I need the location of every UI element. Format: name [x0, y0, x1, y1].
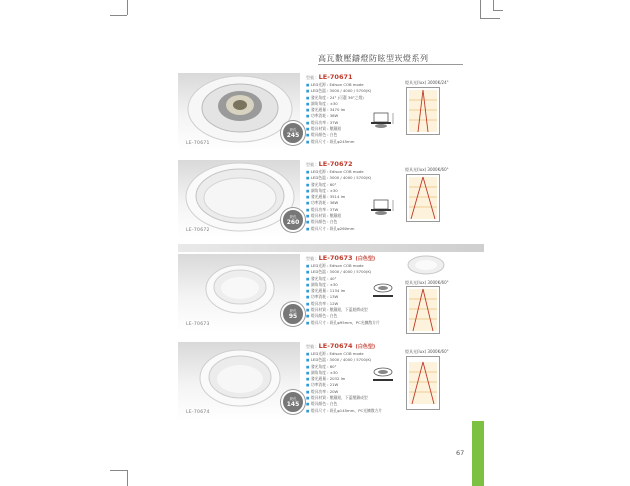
- installation-diagram: [370, 109, 400, 131]
- light-distribution-label: 燈具光(lux) 3000K/60°: [405, 349, 449, 354]
- photo-code: LE-70674: [186, 410, 210, 415]
- spec-item: ■ 燈具功率 : 37W: [306, 207, 406, 213]
- cutout-size-badge: [281, 121, 305, 145]
- product-photo: [178, 342, 300, 420]
- product-photo: [178, 160, 300, 238]
- light-distribution-chart: [406, 356, 440, 410]
- spec-item: ■ 燈具顏色 : 白色: [306, 313, 406, 319]
- light-distribution-chart: [406, 174, 440, 222]
- installation-diagram: [370, 280, 400, 302]
- light-distribution-label: 燈具光(lux) 3000K/60°: [405, 167, 449, 172]
- spec-item: ■ 燈具材質 : 壓鑄鋁: [306, 126, 406, 132]
- downlight-image: [178, 160, 300, 238]
- installation-diagram: [370, 196, 400, 218]
- cutout-size-badge: [281, 390, 305, 414]
- spec-item: ■ 發光角度 : 40°: [306, 276, 406, 282]
- downlight-image: [178, 254, 300, 332]
- model-line: [306, 160, 406, 169]
- badge-unit: 崁孔: [289, 308, 297, 313]
- spec-item: ■ 調角角度 : ±30: [306, 101, 406, 107]
- model-prefix: 型號 :: [306, 344, 317, 349]
- light-distribution-chart: [406, 286, 440, 334]
- model-note: (白色型): [355, 256, 376, 262]
- spec-item: ■ 燈具材質 : 壓鑄鋁，下蓋壓鑄成型: [306, 395, 406, 401]
- light-distribution-label: 燈具光(lux) 3000K/24°: [405, 80, 449, 85]
- product-thumbnail: [406, 254, 446, 276]
- title-divider: [318, 64, 463, 65]
- photo-code: LE-70672: [186, 228, 210, 233]
- spec-item: ■ 燈具尺寸 : 崁孔φ95mm，PC光擴散方片: [306, 320, 406, 326]
- spec-item: ■ 燈具顏色 : 白色: [306, 401, 406, 407]
- page-number: 67: [456, 449, 465, 457]
- crop-mark: [493, 10, 503, 11]
- spec-item: ■ LED色溫 : 3000 / 4000 / 5700(K): [306, 88, 406, 94]
- spec-item: ■ 燈具材質 : 壓鑄鋁: [306, 213, 406, 219]
- spec-item: ■ LED光源 : Edison COB mode: [306, 351, 406, 357]
- product-row: [178, 160, 460, 244]
- model-number: LE-70673: [318, 254, 353, 262]
- installation-diagram: [370, 364, 400, 386]
- spec-item: ■ 燈具尺寸 : 崁孔φ260mm: [306, 226, 406, 232]
- product-row: [178, 254, 460, 338]
- spec-item: ■ 發光角度 : 60°: [306, 364, 406, 370]
- spec-item: ■ 燈具功率 : 37W: [306, 120, 406, 126]
- light-distribution-chart: [406, 87, 440, 135]
- product-photo: [178, 73, 300, 151]
- crop-mark: [480, 0, 481, 18]
- spec-item: ■ 發光通量 : 2032 lm: [306, 376, 406, 382]
- badge-unit: 崁孔: [289, 214, 297, 219]
- model-number: LE-70671: [318, 73, 353, 81]
- spec-item: ■ 發光通量 : 3514 lm: [306, 194, 406, 200]
- spec-item: ■ LED光源 : Edison COB mode: [306, 169, 406, 175]
- model-note: (白色型): [355, 344, 376, 350]
- spec-item: ■ LED色溫 : 3000 / 4000 / 5700(K): [306, 269, 406, 275]
- spec-item: ■ LED光源 : Edison COB mode: [306, 82, 406, 88]
- spec-item: ■ 發光通量 : 1134 lm: [306, 288, 406, 294]
- cutout-size-badge: [281, 208, 305, 232]
- spec-item: ■ 燈具顏色 : 白色: [306, 132, 406, 138]
- cutout-size-badge: [281, 302, 305, 326]
- spec-item: ■ LED光源 : Edison COB mode: [306, 263, 406, 269]
- spec-item: ■ 燈具材質 : 壓鑄鋁，下蓋鋁擠成型: [306, 307, 406, 313]
- spec-item: ■ 燈具尺寸 : 崁孔φ145mm，PC光擴散方片: [306, 408, 406, 414]
- product-row: [178, 342, 460, 426]
- model-number: LE-70672: [318, 160, 353, 168]
- spec-item: ■ 功率消耗 : 38W: [306, 113, 406, 119]
- spec-item: ■ 燈具功率 : 20W: [306, 389, 406, 395]
- spec-item: ■ 功率消耗 : 13W: [306, 294, 406, 300]
- model-prefix: 型號 :: [306, 75, 317, 80]
- product-photo: [178, 254, 300, 332]
- photo-code: LE-70673: [186, 322, 210, 327]
- spec-item: ■ 燈具功率 : 12W: [306, 301, 406, 307]
- downlight-image: [178, 342, 300, 420]
- spec-item: ■ 功率消耗 : 21W: [306, 382, 406, 388]
- badge-unit: 崁孔: [289, 396, 297, 401]
- crop-mark: [110, 15, 127, 16]
- light-distribution-label: 燈具光(lux) 3000K/60°: [405, 280, 449, 285]
- spec-item: ■ LED色溫 : 3000 / 4000 / 5700(K): [306, 175, 406, 181]
- model-number: LE-70674: [318, 342, 353, 350]
- photo-code: LE-70671: [186, 141, 210, 146]
- spec-item: ■ 調角角度 : ±30: [306, 188, 406, 194]
- model-line: [306, 342, 406, 351]
- model-prefix: 型號 :: [306, 256, 317, 261]
- model-prefix: 型號 :: [306, 162, 317, 167]
- crop-mark: [493, 0, 494, 10]
- badge-value: 145: [286, 400, 300, 408]
- product-row: [178, 73, 460, 157]
- spec-item: ■ 發光角度 : 60°: [306, 182, 406, 188]
- badge-value: 260: [286, 218, 300, 226]
- crop-mark: [127, 0, 128, 15]
- downlight-image: [178, 73, 300, 151]
- page-tab: [472, 421, 484, 486]
- crop-mark: [110, 470, 127, 471]
- badge-value: 95: [288, 312, 298, 320]
- page-title: 高瓦數壓鑄燈防眩型崁燈系列: [318, 54, 429, 63]
- crop-mark: [127, 470, 128, 486]
- spec-item: ■ 燈具尺寸 : 崁孔φ245mm: [306, 139, 406, 145]
- spec-item: ■ 發光通量 : 3470 lm: [306, 107, 406, 113]
- spec-item: ■ LED色溫 : 3000 / 4000 / 5700(K): [306, 357, 406, 363]
- badge-value: 245: [286, 131, 300, 139]
- model-line: [306, 73, 406, 82]
- badge-unit: 崁孔: [289, 127, 297, 132]
- spec-item: ■ 調角角度 : ±30: [306, 370, 406, 376]
- spec-item: ■ 發光角度 : 24° (可選 36°之燈): [306, 95, 406, 101]
- section-divider: [178, 244, 484, 252]
- spec-item: ■ 功率消耗 : 38W: [306, 200, 406, 206]
- spec-item: ■ 調角角度 : ±30: [306, 282, 406, 288]
- spec-item: ■ 燈具顏色 : 白色: [306, 219, 406, 225]
- model-line: [306, 254, 406, 263]
- crop-mark: [480, 18, 500, 19]
